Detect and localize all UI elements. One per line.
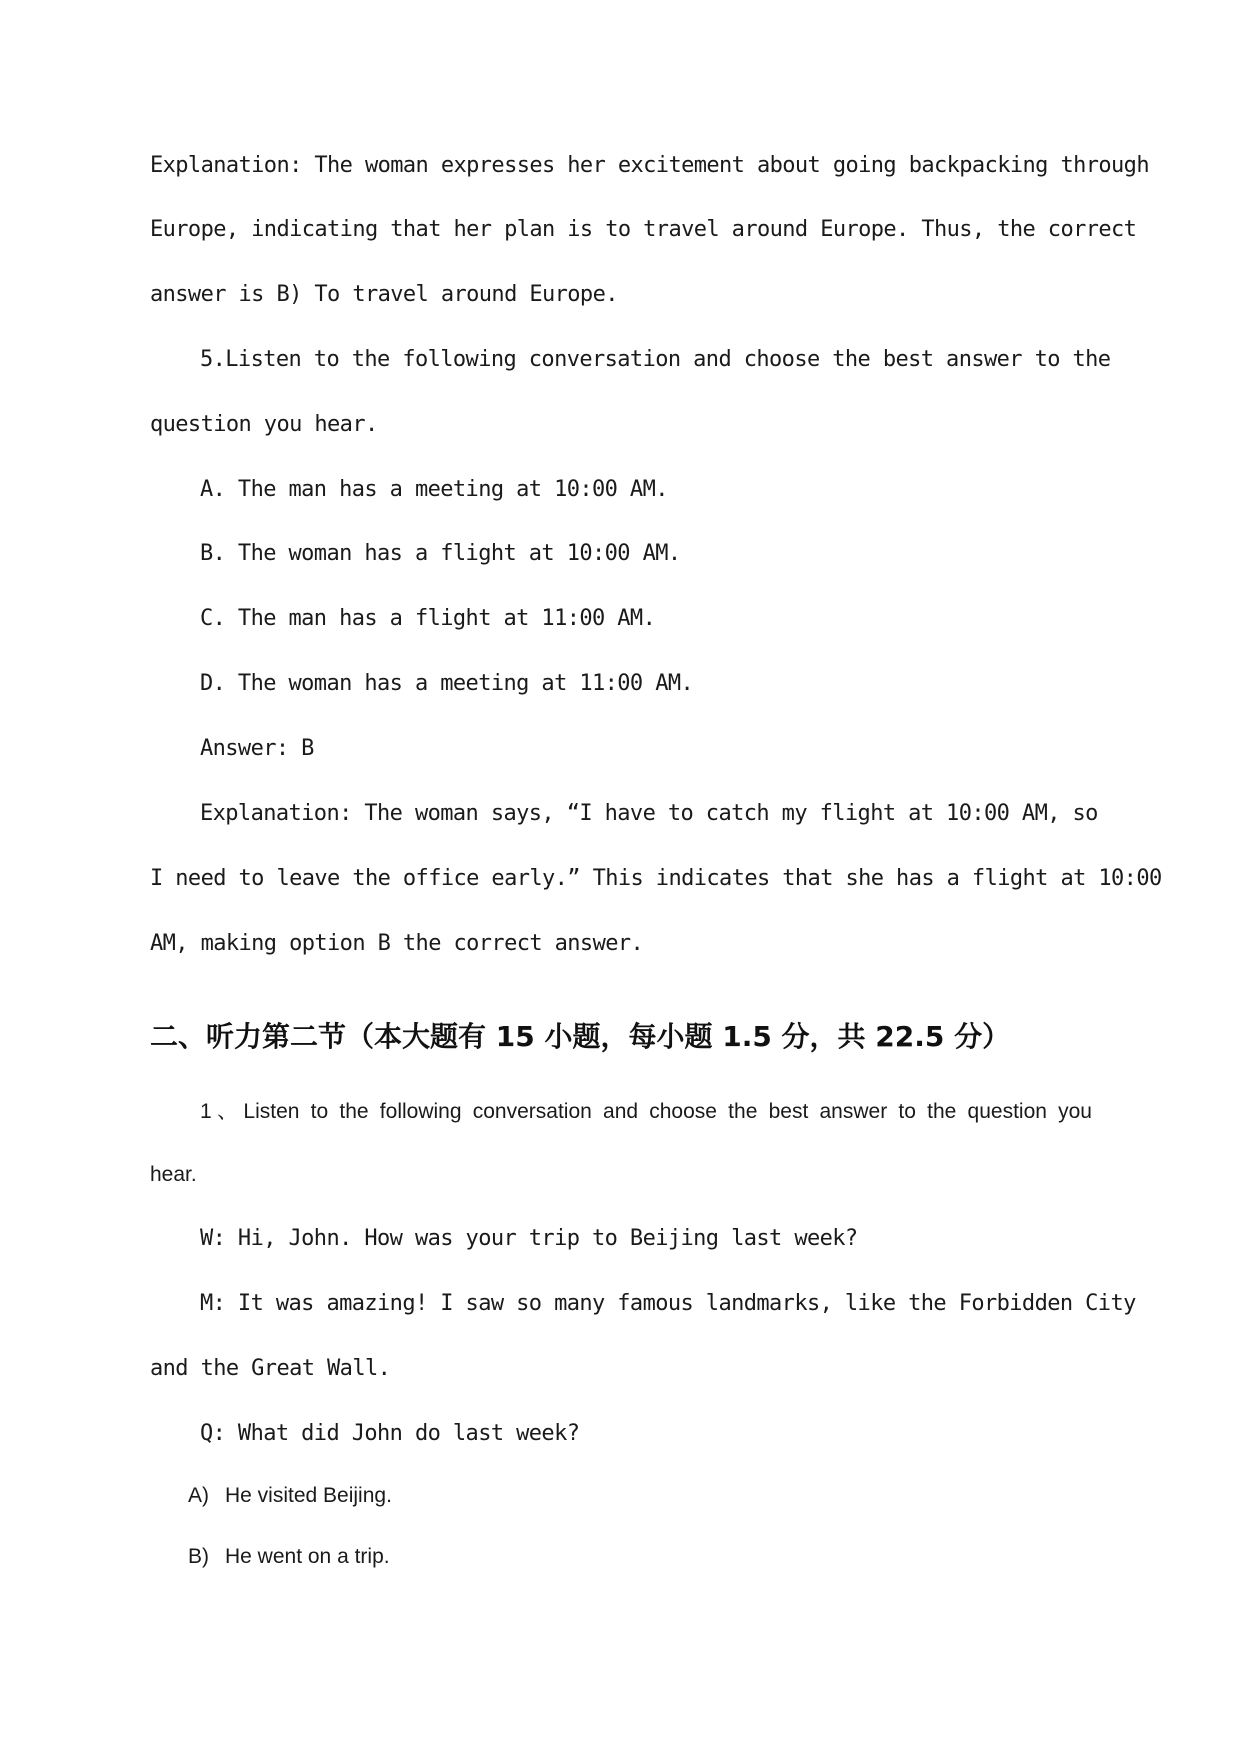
- dialogue-man-line-2: and the Great Wall.: [150, 1356, 391, 1381]
- section-heading: 二、听力第二节（本大题有 15 小题，每小题 1.5 分，共 22.5 分）: [150, 1020, 1011, 1053]
- choice-a-letter: A): [188, 1484, 209, 1507]
- q4-explanation-line-1: Explanation: The woman expresses her excitement about going backpacking through: [150, 153, 1149, 178]
- s2-q1-question: Q: What did John do last week?: [200, 1421, 580, 1446]
- q5-explanation-line-1: Explanation: The woman says, “I have to catch my flight at 10:00 AM, so: [200, 801, 1098, 826]
- q5-explanation-line-2: I need to leave the office early.” This indicates that she has a flight at 10:00: [150, 866, 1162, 891]
- dialogue-woman: W: Hi, John. How was your trip to Beijing last week?: [200, 1226, 858, 1251]
- choice-b-letter: B): [188, 1545, 209, 1568]
- q5-explanation-line-3: AM, making option B the correct answer.: [150, 931, 644, 956]
- s2-q1-prompt-line-1: 1、Listen to the following conversation and choose the best answer to the question you: [200, 1100, 1092, 1123]
- q5-option-c: C. The man has a flight at 11:00 AM.: [200, 606, 656, 631]
- q5-option-b: B. The woman has a flight at 10:00 AM.: [200, 541, 681, 566]
- q5-option-d: D. The woman has a meeting at 11:00 AM.: [200, 671, 694, 696]
- choice-b-text: He went on a trip.: [225, 1545, 390, 1568]
- q4-explanation-line-2: Europe, indicating that her plan is to travel around Europe. Thus, the correct: [150, 217, 1137, 242]
- dialogue-man-line-1: M: It was amazing! I saw so many famous landmarks, like the Forbidden City: [200, 1291, 1136, 1316]
- q5-prompt-line-1: 5.Listen to the following conversation and choose the best answer to the: [200, 347, 1111, 372]
- q5-option-a: A. The man has a meeting at 10:00 AM.: [200, 477, 668, 502]
- s2-q1-prompt-line-2: hear.: [150, 1163, 197, 1186]
- q4-explanation-line-3: answer is B) To travel around Europe.: [150, 282, 618, 307]
- q5-prompt-line-2: question you hear.: [150, 412, 378, 437]
- q5-answer: Answer: B: [200, 736, 314, 761]
- choice-a-text: He visited Beijing.: [225, 1484, 392, 1507]
